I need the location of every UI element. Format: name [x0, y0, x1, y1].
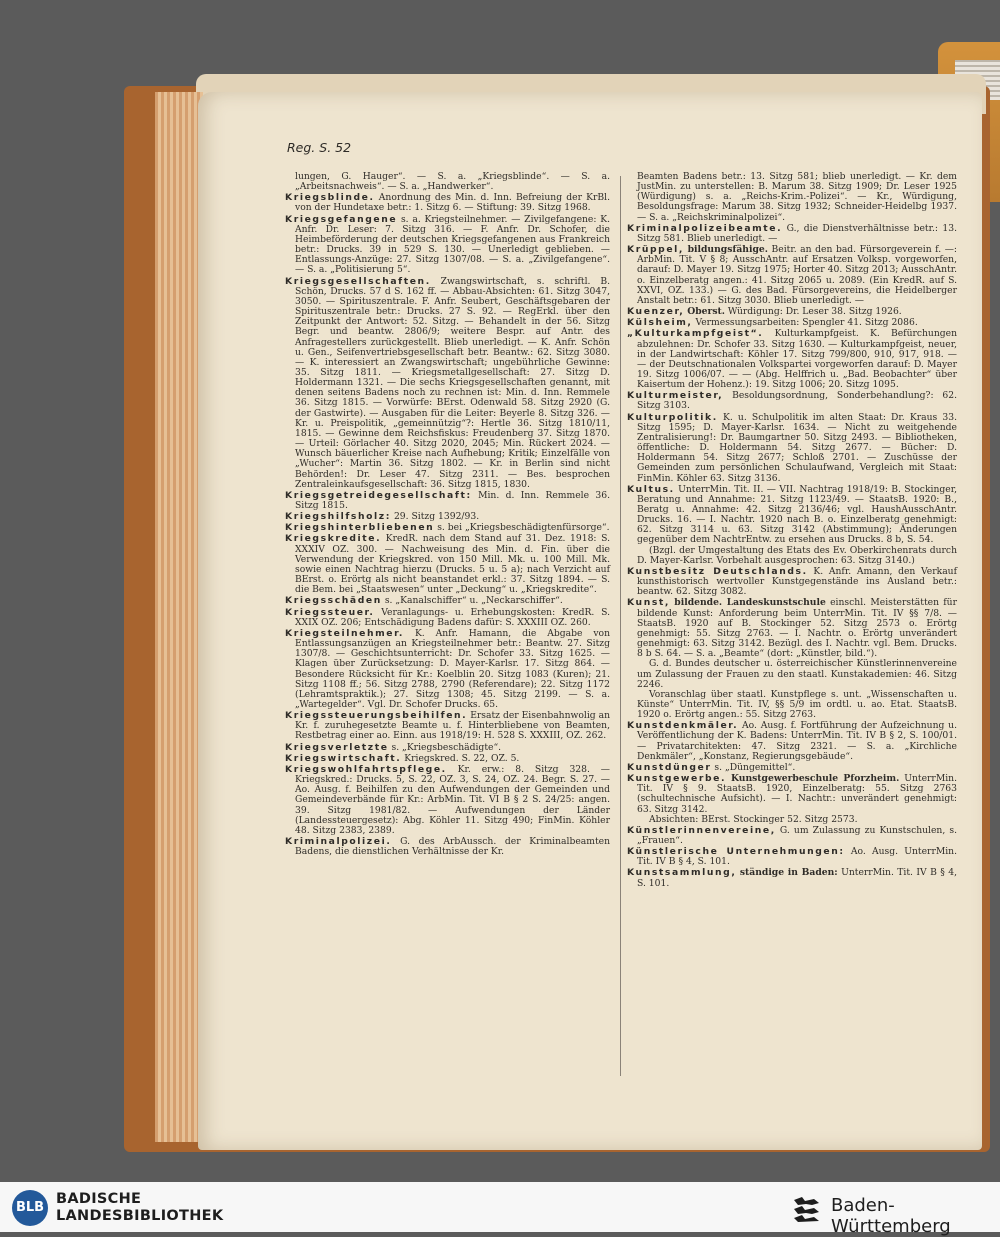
entry-text [285, 837, 610, 857]
index-entry [285, 608, 610, 628]
entry-text [627, 847, 957, 867]
entry-body: s. „Kriegsbeschädigte“. [391, 741, 502, 753]
index-entry [627, 868, 957, 888]
entry-text [627, 774, 957, 815]
entry-headword: Kultus. [627, 483, 675, 495]
entry-body: G., die Dienstverhältnisse betr.: 13. Sitzg 581. Blieb unerledigt. — [637, 222, 957, 244]
entry-text [285, 743, 610, 753]
index-entry [627, 567, 957, 597]
entry-text [627, 307, 957, 317]
entry-headword: Kriegsteilnehmer. [285, 627, 405, 639]
entry-body: Anordnung des Min. d. Inn. Befreiung der KrBl. von der Hundetaxe betr.: 1. Sitzg 6. — Stiftung: 39. Sitzg 1968. [295, 192, 610, 214]
entry-body: Vermessungsarbeiten: Spengler 41. Sitzg 2086. [695, 317, 918, 329]
index-entry [627, 224, 957, 244]
entry-subheading: bildende. Landeskunstschule [674, 597, 826, 609]
entry-body: s. „Kanalschiffer“ u. „Neckarschiffer“. [384, 595, 563, 607]
index-entry [285, 277, 610, 490]
entry-headword: Kriegssteuer. [285, 606, 375, 618]
entry-text [285, 193, 610, 213]
entry-headword: „Kulturkampfgeist“. [627, 328, 764, 340]
entry-body: G. um Zulassung zu Kunstschulen, s. „Frauen“. [637, 824, 957, 846]
entry-body: K. Anfr. Hamann, die Abgabe von Entlassungsanzügen an Kriegsteilnehmer betr.: Beantw. 27. Sitzg 1307/8. — Geschichtsunterricht: Dr. Schofer 33. Sitzg 1625. — Klagen über Zurücksetzung: D. Mayer-Karlsr. 17. Sitzg 864. — Besondere Rücksicht für Kr.: Koelblin 20. Sitzg 1083 (Kuren); 21. Sitzg 1108 ff.; 56. Sitzg 2788, 2790 (Referendare); 22. Sitzg 1172 (Lehramtspraktik.); 27. Sitzg 1308; 45. Sitzg 2199. — S. a. „Wartegelder“. Vgl. Dr. Schofer Drucks. 65. [295, 627, 610, 710]
entry-text [285, 277, 610, 490]
entry-text [627, 329, 957, 390]
entry-headword: Kriegsverletzte [285, 741, 389, 753]
entry-body: UnterrMin. Tit. II. — VII. Nachtrag 1918/19: B. Stockinger, Beratung und Annahme: 21. Sitzg 1123/49. — StaatsB. 1920: B., Beratg u. Annahme: 42. Sitzg 2136/46; vgl. HaushAusschAntr. Drucks. 16. — I. Nachtr. 1920 nach B. o. Einzelberatg genehmigt: 62. Sitzg 3114 u. 63. Sitzg 3142 (Abstimmung); Änderungen gegenüber dem NachtrEntw. zu ersehen aus Drucks. 8 b, S. 54. [637, 483, 957, 546]
entry-text [627, 868, 957, 888]
entry-headword: Kunstsammlung, [627, 867, 737, 879]
entry-body: Kriegskred. S. 22, OZ. 5. [404, 752, 520, 764]
entry-body: s. „Düngemittel“. [714, 761, 796, 773]
entry-headword: Künstlerinnenvereine, [627, 824, 776, 836]
entry-headword: Kulturmeister, [627, 390, 724, 402]
entry-text: (Bzgl. der Umgestaltung des Etats des Ev. Oberkirchenrats durch D. Mayer-Karlsr. Vorbehalt ausgesprochen: 63. Sitzg 3140.) [637, 544, 957, 566]
entry-text [285, 523, 610, 533]
entry-body: G. des ArbAussch. der Kriminalbeamten Badens, die dienstlichen Verhältnisse der Kr. [295, 836, 611, 858]
entry-body: Zwangswirtschaft, s. schriftl. B. Schön, Drucks. 57 d S. 162 ff. — Abbau-Absichten: 61. Sitzg 3047, 3050. — Spirituszentrale. F. Anfr. Seubert, Geschäftsgebaren der Spirituszentrale betr.: Drucks. 27 S. 92. — RegErkl. über den Zeitpunkt der Antwort: 52. Sitzg. — Behandelt in der 56. Sitzg Begr. und beantw. 2806/9; weitere Bespr. auf Antr. des Anfragestellers zurückgestellt. Blieb unerledigt. — K. Anfr. Schön u. Gen., Seifenvertriebsgesellschaft betr. Beantw.: 62. Sitzg 3080. — K. interessiert an Zwangswirtschaft; ungebührliche Gewinne: 35. Sitzg 1811. — Kriegsmetallgesellschaft: 27. Sitzg D. Holdermann 1321. — Die sechs Kriegsgesellschaften genannt, mit denen seitens Badens noch zu rechnen ist: Min. d. Inn. Remmele 36. Sitzg 1815. — Vorwürfe: BErst. Odenwald 58. Sitzg 2920 (G. der Gastwirte). — Ausgaben für die Leiter: Beyerle 8. Sitzg 326. — Kr. u. Preispolitik, „gemeinnützig“?: Hertle 36. Sitzg 1810/11, 1815. — Gewinne dem Reichsfiskus: Freudenberg 37. Sitzg 1870. — Urteil: Görlacher 40. Sitzg 2020, 2045; Min. Rückert 2024. — Wunsch bäuerlicher Kreise nach Aufhebung; Kritik; Einzelfälle von „Wucher“: Martin 36. Sitzg 1802. — Kr. in Berlin sind nicht Behörden!: Dr. Leser 47. Sitzg 2311. — Bes. besprochen Zentraleinkaufsgesellschaft: 36. Sitzg 1815, 1830. [295, 275, 610, 490]
entry-body: 29. Sitzg 1392/93. [393, 511, 480, 523]
entry-headword: Kunstdünger [627, 761, 712, 773]
entry-headword: Kuenzer, [627, 306, 685, 318]
entry-subheading: ständige in Baden: [739, 867, 838, 879]
entry-body: UnterrMin. Tit. IV B § 4, S. 101. [637, 867, 958, 889]
entry-text [627, 567, 957, 597]
blb-logo-icon[interactable]: BLB [12, 1190, 48, 1226]
index-entry [285, 765, 610, 836]
index-entry [285, 837, 610, 857]
entry-subheading: bildungsfähige. [687, 244, 768, 256]
index-entry [285, 629, 610, 710]
entry-text [627, 721, 957, 762]
index-entry [285, 534, 610, 595]
entry-text [627, 391, 957, 411]
index-entry [627, 329, 957, 390]
entry-headword: Kriegshinterbliebenen [285, 522, 435, 534]
entry-body: Besoldungsordnung, Sonderbehandlung?: 62. Sitzg 3103. [637, 390, 957, 412]
entry-headword: Kunstgewerbe. [627, 773, 727, 785]
blb-name-line1: BADISCHE [56, 1191, 142, 1207]
entry-text: Voranschlag über staatl. Kunstpflege s. unt. „Wissenschaften u. Künste“ UnterrMin. Tit. IV, §§ 5/9 im ordtl. u. ao. Etat. StaatsB. 1920 o. Erörtg angen.: 55. Sitzg 2763. [637, 688, 957, 721]
entry-text [285, 711, 610, 741]
entry-text [627, 224, 957, 244]
entry-text [285, 491, 610, 511]
entry-text [285, 754, 610, 764]
entry-body: Beitr. an den bad. Fürsorgeverein f. —: ArbMin. Tit. V § 8; AusschAntr. auf Ersatzen Volksp. vorgeworfen, darauf: D. Mayer 19. Sitzg 1975; Horter 40. Sitzg 2013; AusschAntr. o. Einzelberatg angen.: 41. Sitzg 2065 u. 2089. (Ein KredR. auf S. XXVI, OZ. 133.) — G. des Bad. Fürsorgevereins, die Heidelberger Anstalt betr.: 61. Sitzg 3030. Blieb unerledigt. — [637, 244, 958, 306]
index-entry [627, 391, 957, 411]
entry-body: Min. d. Inn. Remmele 36. Sitzg 1815. [295, 489, 610, 511]
index-entry [285, 193, 610, 213]
entry-headword: Külsheim, [627, 317, 693, 329]
entry-text [285, 215, 610, 276]
index-entry [285, 512, 610, 522]
entry-headword: Kriegskredite. [285, 533, 382, 545]
index-entry [627, 245, 957, 306]
entry-subheading: Kunstgewerbeschule Pforzheim. [730, 773, 900, 785]
entry-subheading: Oberst. [687, 306, 725, 318]
entry-body: s. bei „Kriegsbeschädigtenfürsorge“. [437, 522, 610, 534]
index-entry [627, 318, 957, 328]
blb-name[interactable] [56, 1191, 223, 1225]
page-stack [155, 92, 203, 1142]
entry-headword: Kriegswirtschaft. [285, 752, 402, 764]
entry-headword: Kriegswohlfahrtspflege. [285, 763, 447, 775]
entry-text [627, 318, 957, 328]
entry-body: K. Anfr. Amann, den Verkauf kunsthistorisch wertvoller Kunstgegenstände ins Ausland betr.: beantw. 62. Sitzg 3082. [637, 565, 957, 598]
entry-body: Kulturkampfgeist. K. Befürchungen abzulehnen: Dr. Schofer 33. Sitzg 1630. — Kulturkampfgeist, neuer, in der Landwirtschaft: Köhler 17. Sitzg 799/800, 910, 917, 918. — — der Deutschnationalen Volkspartei vorgeworfen darauf: D. Mayer 19. Sitzg 1006/07. — — (Abg. Helffrich u. „Bad. Beobachter“ über Kaisertum der Hohenz.): 19. Sitzg 1006; 20. Sitzg 1095. [637, 328, 958, 391]
index-entry [285, 711, 610, 741]
index-entry [285, 491, 610, 511]
entry-text: Absichten: BErst. Stockinger 52. Sitzg 2573. [649, 813, 858, 825]
entry-text [627, 245, 957, 306]
entry-body: UnterrMin. Tit. IV § 9. StaatsB. 1920, Einzelberatg: 55. Sitzg 2763 (schultechnische Aufsicht). — I. Nachtr.: unverändert genehmigt: 63. Sitzg 3142. [637, 773, 958, 815]
index-entry [285, 743, 610, 753]
index-entry [627, 598, 957, 720]
entry-text: G. d. Bundes deutscher u. österreichischer Künstlerinnenvereine um Zulassung der Frauen zu den staatl. Kunstakademien: 46. Sitzg 2246. [637, 658, 957, 690]
entry-text: Beamten Badens betr.: 13. Sitzg 581; blieb unerledigt. — Kr. dem JustMin. zu unterstellen: B. Marum 38. Sitzg 1909; Dr. Leser 1925 (Würdigung) s. a. „Reichs-Krim.-Polizei“. — Kr., Würdigung, Besoldungsfrage: Marum 38. Sitzg 1932; Schneider-Heidelbg 1937. — S. a. „Reichskriminalpolizei“. [637, 171, 957, 223]
blb-name-line2: LANDESBIBLIOTHEK [56, 1208, 224, 1224]
entry-headword: Kulturpolitik. [627, 411, 718, 423]
entry-text [285, 765, 610, 836]
index-entry [627, 826, 957, 846]
entry-text [627, 598, 957, 659]
entry-headword: Künstlerische Unternehmungen: [627, 846, 845, 858]
bw-lions-icon [792, 1194, 822, 1222]
entry-body: Würdigung: Dr. Leser 38. Sitzg 1926. [727, 306, 902, 318]
entry-headword: Kriegsgesellschaften. [285, 275, 431, 287]
index-entry [285, 754, 610, 764]
entry-body: Kr. erw.: 8. Sitzg 328. — Kriegskred.: Drucks. 5, S. 22, OZ. 3, S. 24, OZ. 24. Begr. S. 27. — Ao. Ausg. f. Beihilfen zu den Aufwendungen der Gemeinden und Gemeindeverbände für Kr.: ArbMin. Tit. VI B § 2 S. 24/25: angen. 39. Sitzg 1981/82. — Aufwendungen der Länder (Landessteuergesetz): Abg. Köhler 11. Sitzg 490; FinMin. Köhler 48. Sitzg 2383, 2389. [295, 763, 610, 836]
entry-body: K. u. Schulpolitik im alten Staat: Dr. Kraus 33. Sitzg 1595; D. Mayer-Karlsr. 1634. — Nicht zu weitgehende Zentralisierung!: Dr. Baumgartner 50. Sitzg 2493. — Bibliotheken, öffentliche: D. Holdermann 54. Sitzg 2677. — Bücher: D. Holdermann 54. Sitzg 2677; Schloß 2701. — Zuschüsse der Gemeinden zum persönlichen Schulaufwand, Vergleich mit Staat: FinMin. Köhler 63. Sitzg 3136. [637, 411, 958, 484]
index-entry [285, 215, 610, 276]
entry-text [627, 763, 957, 773]
entry-headword: Kriegsgetreidegesellschaft: [285, 489, 472, 501]
column-divider [620, 176, 621, 1076]
entry-text [285, 596, 610, 606]
entry-headword: Kriegssteuerungsbeihilfen. [285, 710, 468, 722]
index-entry [627, 413, 957, 484]
index-entry [285, 596, 610, 606]
entry-headword: Krüppel, [627, 244, 685, 256]
entry-body: Ao. Ausg. f. Fortführung der Aufzeichnung u. Veröffentlichung der K. Badens: UnterrMin. Tit. IV B § 2, S. 100/01. — Privatarchitekten: 47. Sitzg 2321. — S. a. „Kirchliche Denkmäler“, „Konstanz, Regierungsgebäude“. [637, 720, 958, 762]
right-column [627, 172, 957, 890]
entry-headword: Kriegsblinde. [285, 192, 375, 204]
entry-text [627, 413, 957, 484]
entry-body: einschl. Meisterstätten für bildende Kunst: Anforderung beim UnterrMin. Tit. IV §§ 7/8. — StaatsB. 1920 auf B. Stockinger 52. Sitzg 2573 o. Erörtg genehmigt: 55. Sitzg 2763. — I. Nachtr. o. Erörtg unverändert genehmigt: 63. Sitzg 3142. Bezügl. des I. Nachtr. vgl. Bem. Drucks. 8 b S. 64. — S. a. „Beamte“ (dort: „Künstler, bild.“). [637, 597, 957, 660]
index-entry [285, 523, 610, 533]
entry-text [627, 826, 957, 846]
index-entry [627, 307, 957, 317]
entry-headword: Kriegsschäden [285, 595, 382, 607]
footer-bar [0, 1182, 1000, 1237]
index-entry [627, 763, 957, 773]
entry-headword: Kriegshilfsholz: [285, 511, 392, 523]
entry-body: KredR. nach dem Stand auf 31. Dez. 1918: S. XXXIV OZ. 300. — Nachweisung des Min. d. Fin. über die Verwendung der Kriegskred. von 150 Mill. Mk. u. 100 Mill. Mk. sowie einen Nachtrag hierzu (Drucks. 5 u. 5 a); nach Verzicht auf BErst. o. Erörtg als nicht beanstandet erkl.: 37. Sitzg 1894. — S. die Bem. bei „Staatswesen“ unter „Deckung“ u. „Kriegskredite“. [295, 533, 611, 596]
entry-text [285, 608, 610, 628]
entry-headword: Kriminalpolizei. [285, 836, 392, 847]
index-entry [627, 485, 957, 566]
entry-text [285, 534, 610, 595]
entry-text [285, 629, 610, 710]
entry-headword: Kriminalpolizeibeamte. [627, 222, 783, 234]
entry-body: s. a. Kriegsteilnehmer. — Zivilgefangene: K. Anfr. Dr. Leser: 7. Sitzg 316. — F. Anfr. Dr. Schofer, die Heimbeförderung der deutschen Kriegsgefangenen aus Frankreich betr.: Drucks. 39 in 529 S. 130. — Unerledigt geblieben. — Entlassungs-Anzüge: 27. Sitzg 1307/08. — S. a. „Zivilgefangene“. — S. a. „Politisierung 5“. [295, 213, 610, 276]
entry-headword: Kunstdenkmäler. [627, 720, 739, 732]
index-entry [627, 172, 957, 223]
entry-headword: Kriegsgefangene [285, 213, 398, 225]
entry-headword: Kunstbesitz Deutschlands. [627, 565, 808, 577]
entry-body: Ersatz der Eisenbahnwolig an Kr. f. zuruhegesetzte Beamte u. f. Hinterbliebene von Beamten, Restbetrag einer ao. Einn. aus 1918/19: H. 528 S. XXXIII, OZ. 262. [295, 710, 610, 742]
entry-body: Veranlagungs- u. Erhebungskosten: KredR. S. XXIX OZ. 206; Entschädigung Badens dafür: S. XXXIII OZ. 260. [295, 606, 611, 628]
index-entry [627, 721, 957, 762]
entry-text [627, 485, 957, 546]
page-header: Reg. S. 52 [287, 140, 352, 155]
bw-name[interactable]: Baden-Württemberg [831, 1195, 951, 1237]
entry-text [285, 512, 610, 522]
entry-text: lungen, G. Hauger“. — S. a. „Kriegsblinde“. — S. a. „Arbeitsnachweis“. — S. a. „Handwerker“. [295, 171, 610, 193]
left-column [285, 172, 610, 858]
entry-headword: Kunst, [627, 597, 670, 609]
entry-body: Ao. Ausg. UnterrMin. Tit. IV B § 4, S. 101. [637, 846, 958, 868]
index-entry [285, 172, 610, 192]
index-entry [627, 847, 957, 867]
index-entry [627, 774, 957, 825]
